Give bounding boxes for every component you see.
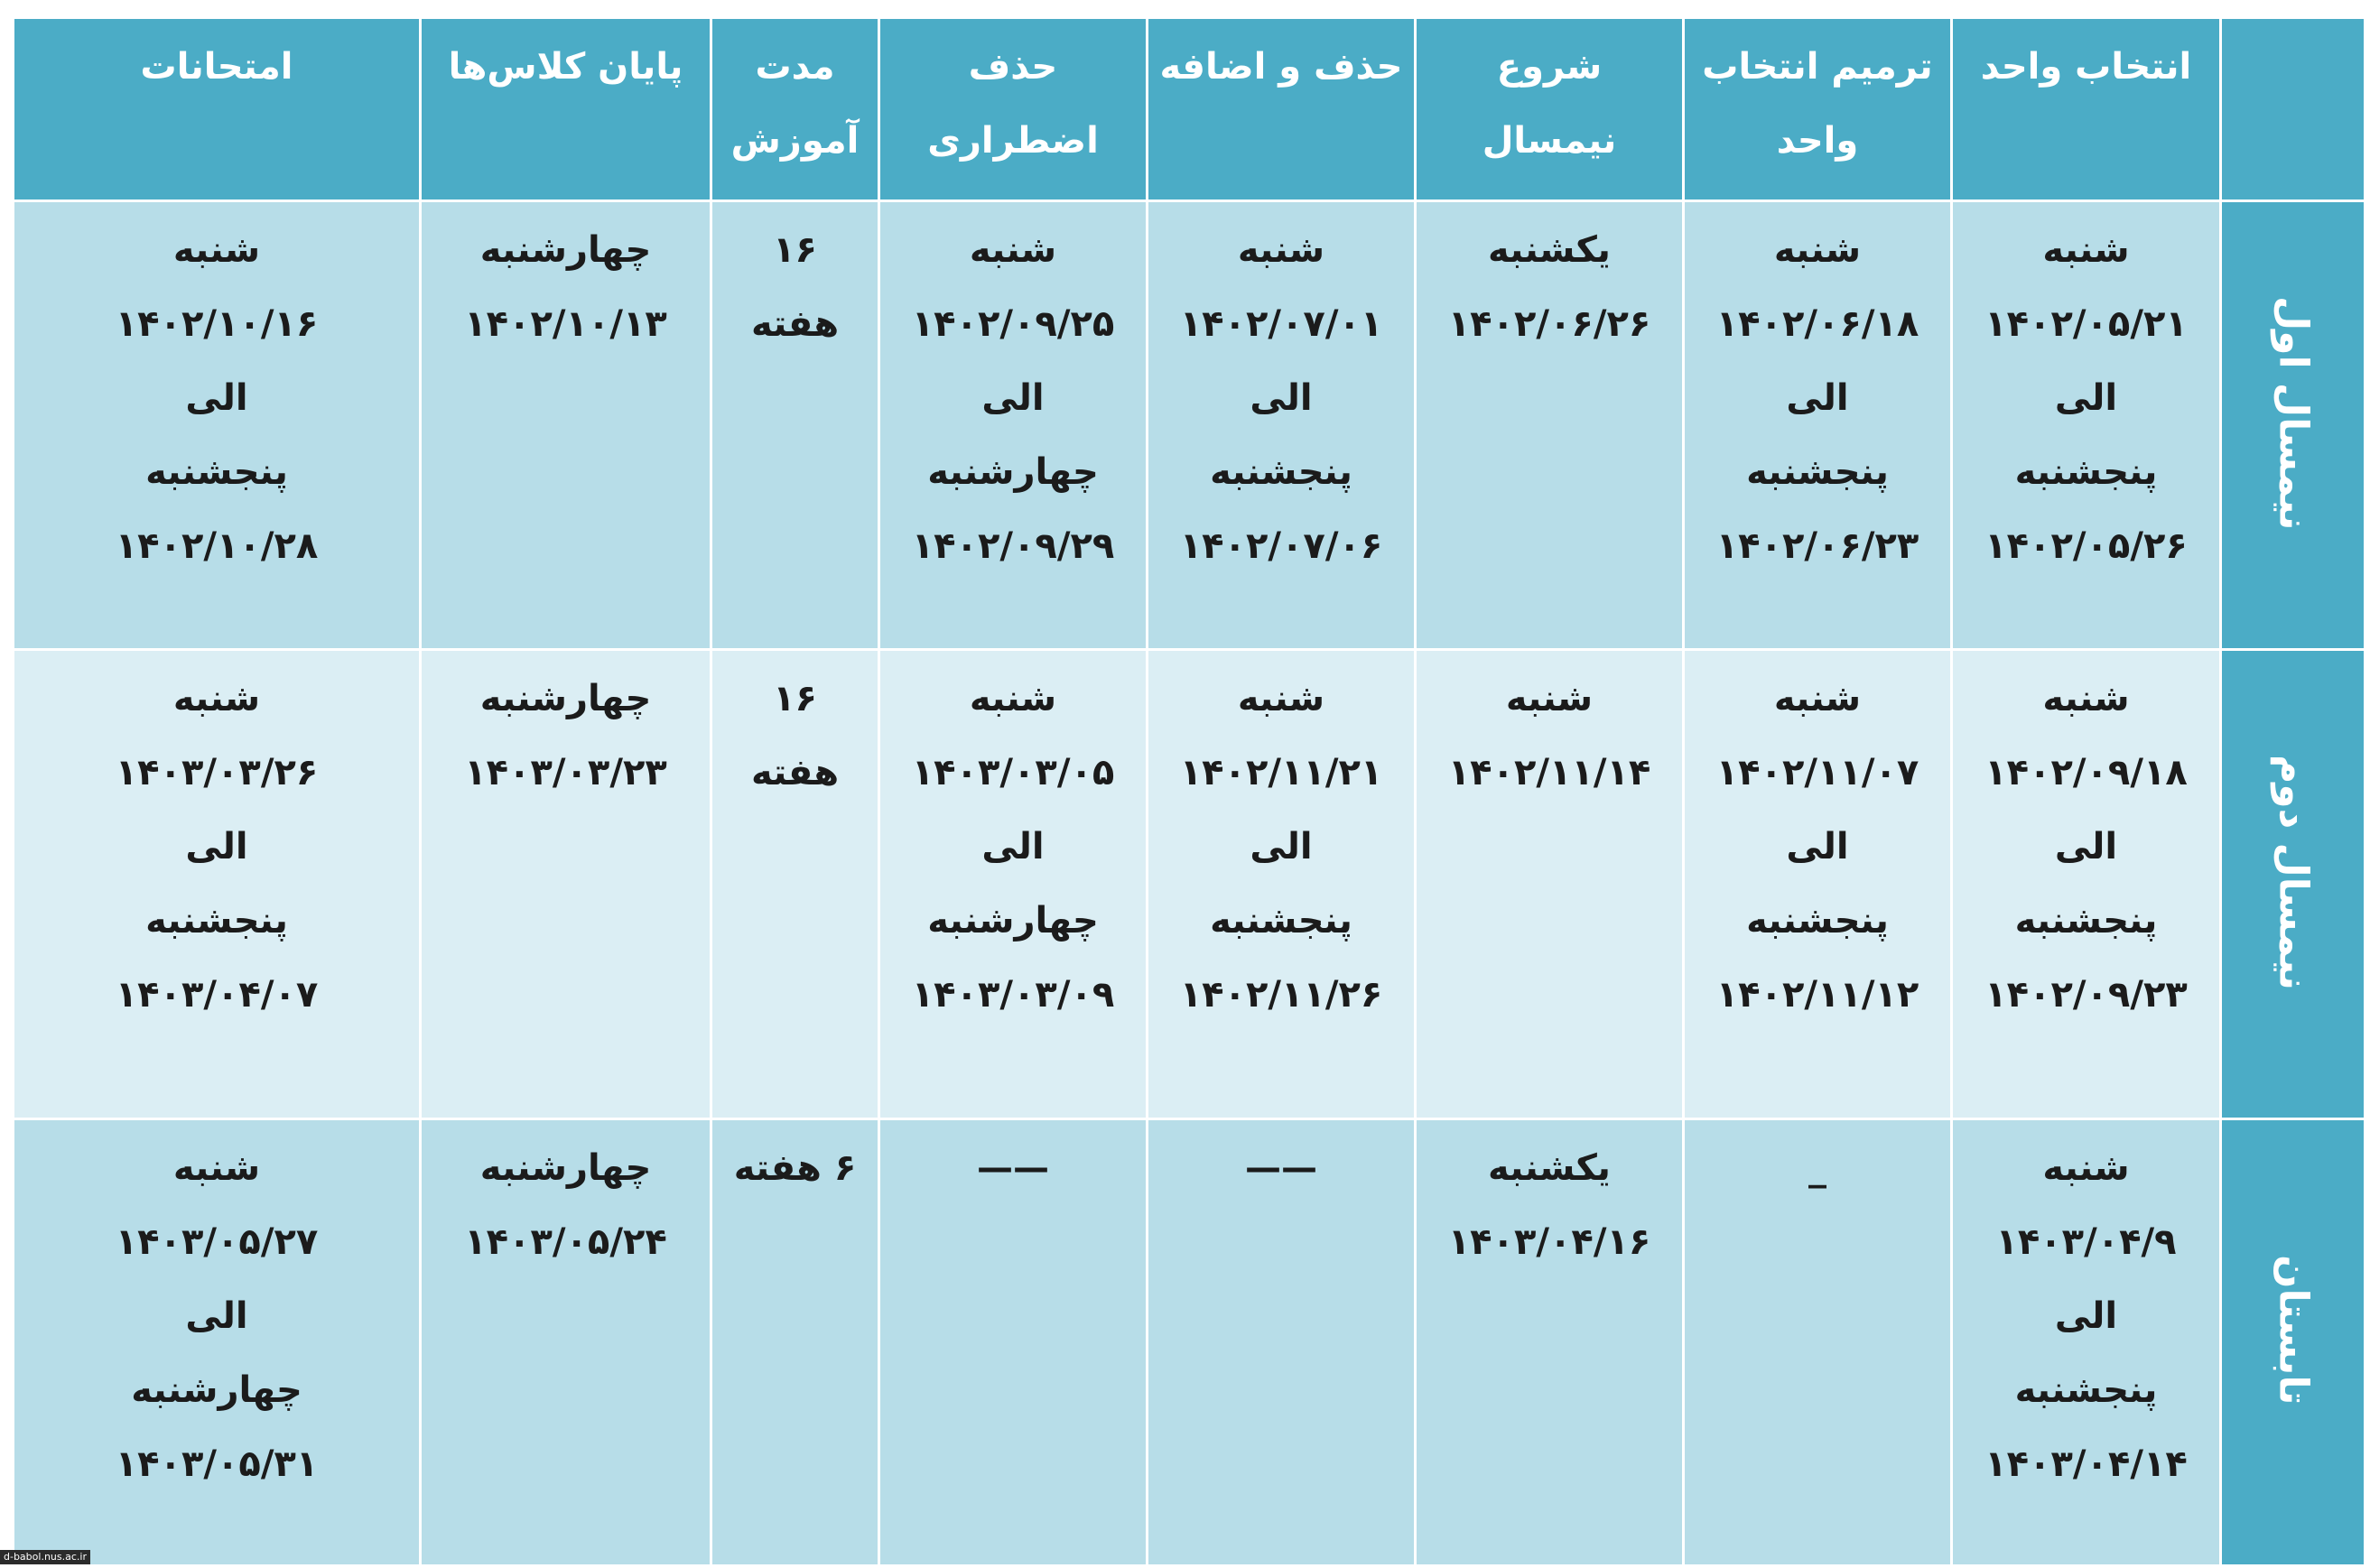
cell-line: ۱۶ [773,229,817,271]
cell-line: ۱۴۰۲/۰۹/۲۵ [911,303,1115,345]
cell-line: شنبه [172,229,261,271]
cell-line: ۱۴۰۳/۰۳/۲۳ [464,752,667,793]
table-cell [421,650,711,1119]
cell-line: ۱۴۰۲/۱۱/۰۷ [1715,752,1919,793]
cell-line: الی [1250,826,1313,868]
cell-line: ۱۴۰۲/۰۹/۲۹ [911,525,1115,567]
cell-line: _ [1808,1147,1826,1189]
table-row-first-semester [14,201,2365,650]
cell-line: —— [1245,1147,1317,1189]
table-cell [879,201,1148,650]
cell-line: پنجشنبه [1210,900,1352,942]
row-label-text: تابستان [2270,1255,2317,1406]
schedule-table-container [12,16,2364,1551]
cell-line: ۱۴۰۲/۰۵/۲۶ [1984,525,2188,567]
header-line: اضطراری [927,120,1099,162]
cell-line: شنبه [172,1147,261,1189]
cell-line: پنجشنبه [1746,900,1889,942]
table-cell [711,201,879,650]
cell-line: الی [981,377,1045,419]
table-cell [879,650,1148,1119]
table-cell [14,201,421,650]
cell-line: ۱۴۰۳/۰۴/۱۶ [1447,1221,1651,1263]
header-classes-end [421,18,711,201]
cell-line: ۱۴۰۲/۱۰/۲۸ [115,525,319,567]
cell-line: ۱۴۰۲/۰۶/۱۸ [1715,303,1919,345]
cell-line: الی [185,1295,248,1337]
table-cell [1416,1119,1684,1566]
header-line: پایان کلاس‌ها [448,46,683,88]
cell-line: شنبه [2042,229,2130,271]
cell-line: الی [1786,377,1849,419]
header-line: انتخاب واحد [1980,46,2192,88]
header-emergency-drop [879,18,1148,201]
cell-line: چهارشنبه [479,229,652,271]
cell-line: ۱۶ [773,678,817,719]
cell-line: چهارشنبه [927,900,1099,942]
cell-line: ۱۴۰۲/۰۷/۰۶ [1179,525,1383,567]
table-cell [879,1119,1148,1566]
table-cell [1952,201,2221,650]
table-cell [711,1119,879,1566]
cell-line: الی [185,377,248,419]
table-cell [711,650,879,1119]
site-watermark: d-babol.nus.ac.ir [0,1550,90,1564]
table-cell [1148,650,1416,1119]
cell-line: ۱۴۰۲/۰۵/۲۱ [1984,303,2188,345]
table-cell [1684,1119,1952,1566]
cell-line: الی [981,826,1045,868]
header-add-drop [1148,18,1416,201]
cell-line: ۱۴۰۲/۰۷/۰۱ [1179,303,1383,345]
cell-line: ۶ هفته [733,1147,857,1189]
cell-line: ۱۴۰۲/۱۱/۱۴ [1447,752,1651,793]
cell-line: ۱۴۰۳/۰۴/۱۴ [1984,1443,2188,1485]
cell-line: ۱۴۰۲/۱۱/۲۱ [1179,752,1383,793]
header-line: آموزش [730,120,860,162]
cell-line: ۱۴۰۲/۱۰/۱۶ [115,303,319,345]
header-line: نیمسال [1482,120,1617,162]
cell-line: شنبه [1773,229,1862,271]
cell-line: چهارشنبه [131,1369,302,1411]
header-line: مدت [755,46,835,88]
header-line: ترمیم انتخاب [1702,46,1933,88]
row-label-summer [2221,1119,2365,1566]
header-unit-selection [1952,18,2221,201]
cell-line: الی [1786,826,1849,868]
cell-line: شنبه [172,678,261,719]
table-cell [14,650,421,1119]
cell-line: ۱۴۰۲/۱۱/۲۶ [1179,974,1383,1016]
header-line: حذف [968,46,1058,88]
cell-line: پنجشنبه [145,900,288,942]
cell-line: ۱۴۰۳/۰۳/۰۵ [911,752,1115,793]
table-cell [1952,1119,2221,1566]
table-row-second-semester [14,650,2365,1119]
cell-line: —— [977,1147,1049,1189]
cell-line: ۱۴۰۲/۰۶/۲۳ [1715,525,1919,567]
cell-line: یکشنبه [1488,229,1611,271]
cell-line: شنبه [2042,1147,2130,1189]
cell-line: ۱۴۰۲/۰۹/۲۳ [1984,974,2188,1016]
header-corner [2221,18,2365,201]
row-label-text: نیمسال دوم [2270,754,2317,990]
table-cell [1416,650,1684,1119]
cell-line: شنبه [1505,678,1594,719]
cell-line: الی [2054,826,2118,868]
cell-line: شنبه [969,229,1057,271]
table-cell [14,1119,421,1566]
cell-line: پنجشنبه [2014,451,2158,493]
cell-line: هفته [750,303,840,345]
table-cell [421,1119,711,1566]
cell-line: ۱۴۰۳/۰۳/۲۶ [115,752,319,793]
cell-line: شنبه [1237,229,1325,271]
table-cell [1684,650,1952,1119]
cell-line: پنجشنبه [1746,451,1889,493]
cell-line: ۱۴۰۳/۰۵/۲۴ [464,1221,667,1263]
header-semester-start [1416,18,1684,201]
header-line: امتحانات [140,46,293,88]
header-selection-repair [1684,18,1952,201]
academic-calendar-table [12,16,2366,1567]
table-cell [421,201,711,650]
cell-line: چهارشنبه [927,451,1099,493]
cell-line: ۱۴۰۳/۰۴/۰۷ [115,974,319,1016]
cell-line: شنبه [1773,678,1862,719]
cell-line: پنجشنبه [2014,900,2158,942]
row-label-second-semester [2221,650,2365,1119]
table-cell [1416,201,1684,650]
row-label-text: نیمسال اول [2270,295,2317,531]
cell-line: الی [1250,377,1313,419]
table-row-summer [14,1119,2365,1566]
cell-line: الی [185,826,248,868]
row-label-first-semester [2221,201,2365,650]
header-line: واحد [1776,120,1859,162]
cell-line: شنبه [969,678,1057,719]
cell-line: پنجشنبه [2014,1369,2158,1411]
header-exams [14,18,421,201]
cell-line: ۱۴۰۳/۰۳/۰۹ [911,974,1115,1016]
table-cell [1684,201,1952,650]
table-cell [1148,1119,1416,1566]
cell-line: ۱۴۰۲/۰۹/۱۸ [1984,752,2188,793]
cell-line: هفته [750,752,840,793]
cell-line: پنجشنبه [1210,451,1352,493]
cell-line: یکشنبه [1488,1147,1611,1189]
table-cell [1148,201,1416,650]
cell-line: پنجشنبه [145,451,288,493]
header-line: شروع [1496,46,1603,88]
cell-line: الی [2054,377,2118,419]
cell-line: چهارشنبه [479,1147,652,1189]
cell-line: ۱۴۰۲/۰۶/۲۶ [1447,303,1651,345]
cell-line: ۱۴۰۳/۰۵/۳۱ [115,1443,319,1485]
table-cell [1952,650,2221,1119]
cell-line: الی [2054,1295,2118,1337]
header-duration [711,18,879,201]
cell-line: چهارشنبه [479,678,652,719]
cell-line: شنبه [1237,678,1325,719]
cell-line: ۱۴۰۳/۰۵/۲۷ [115,1221,319,1263]
cell-line: شنبه [2042,678,2130,719]
cell-line: ۱۴۰۲/۱۱/۱۲ [1715,974,1919,1016]
cell-line: ۱۴۰۳/۰۴/۹ [1995,1221,2177,1263]
header-row [14,18,2365,201]
cell-line: ۱۴۰۲/۱۰/۱۳ [464,303,667,345]
header-line: حذف و اضافه [1159,46,1403,88]
